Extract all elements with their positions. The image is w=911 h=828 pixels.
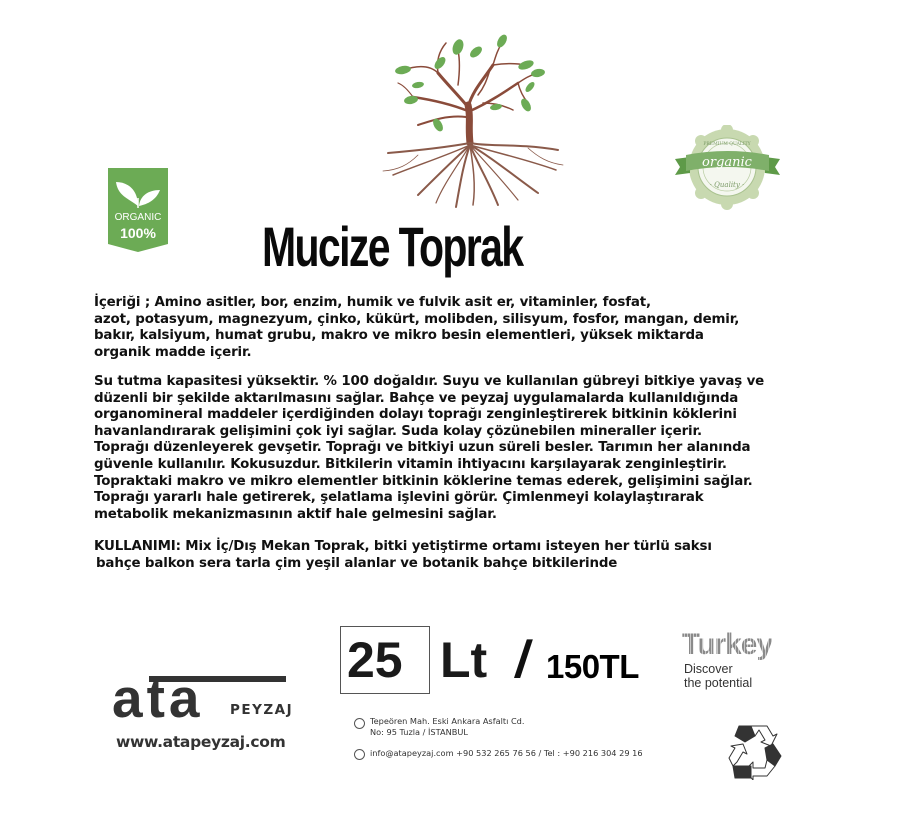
usage-paragraph bbox=[94, 539, 712, 572]
turkey-logo-tagline bbox=[684, 662, 752, 690]
badge-percent-label: 100% bbox=[120, 225, 156, 241]
ingredients-line: azot, potasyum, magnezyum, çinko, kükürt, molibden, silisyum, fosfor, mangan, demir, bbox=[94, 311, 740, 327]
ingredients-line: bakır, kalsiyum, humat grubu, makro ve mikro besin elementleri, yüksek miktarda bbox=[94, 328, 704, 344]
volume-value: 25 bbox=[347, 632, 403, 688]
benefits-line: düzenli bir şekilde aktarılmasını sağlar. Bahçe ve peyzaj uygulamalarda kullanıldığında bbox=[94, 390, 739, 406]
product-title: Mucize Toprak bbox=[262, 215, 523, 279]
benefits-line: metabolik mekanizmasının aktif hale gelmesini sağlar. bbox=[94, 506, 497, 522]
benefits-paragraph bbox=[94, 374, 764, 523]
company-address bbox=[370, 716, 524, 738]
ata-logo-subtitle: PEYZAJ bbox=[230, 702, 294, 718]
price-separator: / bbox=[511, 631, 535, 689]
location-pin-icon bbox=[354, 718, 365, 729]
recycle-icon bbox=[725, 722, 785, 780]
company-contact-line: info@atapeyzaj.com +90 532 265 76 56 / Tel : +90 216 304 29 16 bbox=[370, 748, 643, 758]
address-line: No: 95 Tuzla / İSTANBUL bbox=[370, 727, 468, 737]
turkey-tagline-line: the potential bbox=[684, 676, 753, 690]
benefits-line: organomineral maddeler içerdiğinden dolayı toprağı zenginleştirerek bitkinin köklerini bbox=[94, 407, 737, 423]
ingredients-paragraph bbox=[94, 295, 739, 361]
tree-roots-logo bbox=[378, 25, 568, 210]
svg-text:PREMIUM QUALITY: PREMIUM QUALITY bbox=[703, 142, 751, 147]
company-website-link[interactable]: www.atapeyzaj.com bbox=[116, 733, 286, 751]
turkey-tagline-line: Discover bbox=[684, 662, 733, 676]
volume-unit: Lt bbox=[440, 632, 488, 688]
price-value: 150TL bbox=[546, 648, 639, 685]
benefits-line: Toprağı düzenleyerek gevşetir. Toprağı ve bitkiyi uzun süreli besler. Tarımın her alanında bbox=[94, 440, 751, 456]
benefits-line: Su tutma kapasitesi yüksektir. % 100 doğaldır. Suyu ve kullanılan gübreyi bitkiye yavaş ve bbox=[94, 374, 765, 389]
premium-quality-seal bbox=[670, 125, 785, 210]
badge-organic-label: ORGANIC bbox=[114, 212, 162, 223]
usage-line: KULLANIMI: Mix İç/Dış Mekan Toprak, bitki yetiştirme ortamı isteyen her türlü saksı bbox=[94, 539, 712, 554]
ingredients-line: İçeriği ; Amino asitler, bor, enzim, humik ve fulvik asit er, vitaminler, fosfat, bbox=[94, 295, 651, 310]
usage-line: bahçe balkon sera tarla çim yeşil alanlar ve botanik bahçe bitkilerinde bbox=[96, 555, 618, 571]
organic-100-badge bbox=[108, 168, 168, 252]
ata-logo-word: ata bbox=[112, 667, 204, 729]
ingredients-line: organik madde içerir. bbox=[94, 344, 252, 360]
turkey-logo-word: Turkey bbox=[682, 628, 773, 661]
benefits-line: Topraktaki makro ve mikro elementler bitkinin köklerine temas ederek, gelişimini sağlar. bbox=[94, 473, 753, 489]
benefits-line: güvenle kullanılır. Kokusuzdur. Bitkilerin vitamin ihtiyacını karşılayarak zenginleştirir. bbox=[94, 456, 727, 472]
envelope-icon bbox=[354, 749, 365, 760]
benefits-line: Toprağı yararlı hale getirerek, şelatlama işlevini görür. Çimlenmeyi kolaylaştırarak bbox=[94, 490, 704, 506]
benefits-line: havanlandırarak gelişimini çok iyi sağlar. Suda kolay çözünebilen mineraller içerir. bbox=[94, 423, 702, 439]
address-line: Tepeören Mah. Eski Ankara Asfaltı Cd. bbox=[370, 716, 525, 726]
seal-ribbon-text: organic bbox=[702, 155, 752, 170]
svg-text:· Quality ·: · Quality · bbox=[709, 181, 745, 189]
